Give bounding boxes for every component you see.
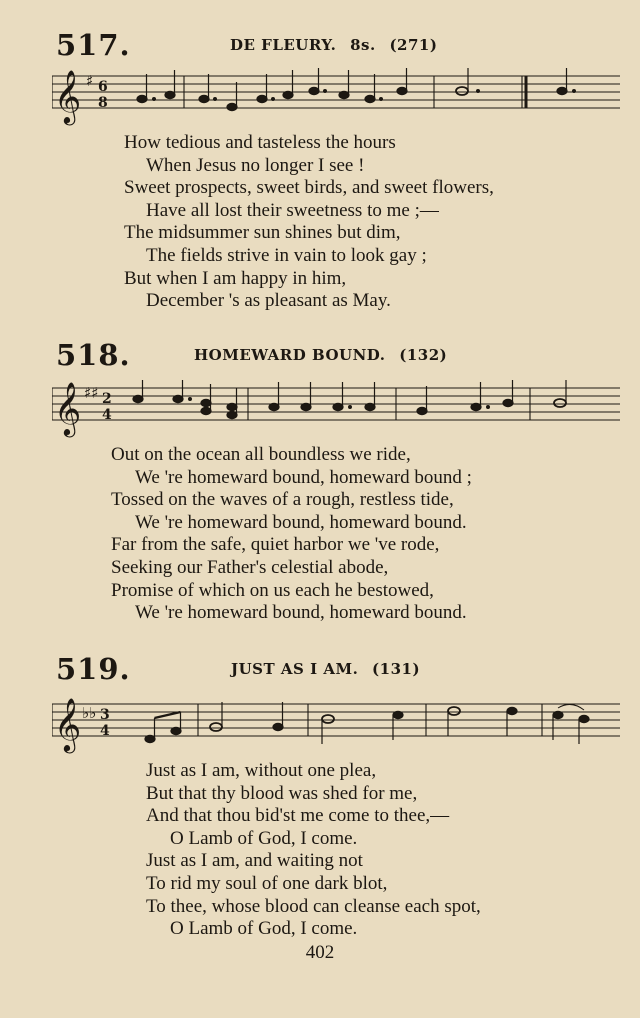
verse-line: We 're homeward bound, homeward bound ; bbox=[135, 466, 472, 488]
verse-line: How tedious and tasteless the hours bbox=[124, 132, 396, 153]
tune-ref: (131) bbox=[372, 660, 421, 678]
verse-line: Just as I am, and waiting not bbox=[146, 850, 363, 872]
verse-line: December 's as pleasant as May. bbox=[146, 290, 391, 312]
verse-line: Out on the ocean all boundless we ride, bbox=[111, 444, 411, 465]
time-signature-bottom: 8 bbox=[98, 95, 108, 111]
verse-line: We 're homeward bound, homeward bound. bbox=[135, 511, 467, 533]
hymn-header bbox=[0, 652, 640, 692]
verse-line: And that thou bid'st me come to thee,— bbox=[146, 805, 450, 827]
tune-name: JUST AS I AM. bbox=[231, 660, 359, 678]
hymn-519 bbox=[0, 652, 640, 940]
verse-line: We 're homeward bound, homeward bound. bbox=[135, 602, 467, 624]
time-signature-top: 3 bbox=[100, 707, 110, 723]
treble-clef: 𝄞 bbox=[54, 697, 82, 751]
verse-line: The midsummer sun shines but dim, bbox=[124, 222, 401, 244]
hymn-number: 519. bbox=[56, 652, 131, 686]
music-staff bbox=[52, 696, 620, 766]
hymn-number: 517. bbox=[56, 28, 131, 62]
notes bbox=[137, 68, 575, 111]
key-signature: ♯ bbox=[86, 72, 94, 90]
hymn-517 bbox=[0, 28, 640, 312]
tune-heading bbox=[230, 36, 437, 54]
time-signature-bottom: 4 bbox=[100, 723, 110, 739]
verse bbox=[146, 760, 481, 941]
verse bbox=[124, 132, 494, 313]
verse-line: Sweet prospects, sweet birds, and sweet flowers, bbox=[124, 177, 494, 199]
verse-line: When Jesus no longer I see ! bbox=[146, 154, 365, 176]
verse-line: To thee, whose blood can cleanse each spot, bbox=[146, 895, 481, 917]
tune-meter: 8s. bbox=[350, 36, 376, 54]
tune-name: HOMEWARD BOUND. bbox=[194, 346, 386, 364]
key-signature: ♭♭ bbox=[82, 704, 97, 722]
hymn-header bbox=[0, 338, 640, 378]
tune-ref: (271) bbox=[389, 36, 438, 54]
tune-ref: (132) bbox=[399, 346, 448, 364]
verse-line: But that thy blood was shed for me, bbox=[146, 782, 418, 804]
key-signature: ♯♯ bbox=[84, 384, 99, 402]
treble-clef: 𝄞 bbox=[54, 69, 82, 123]
time-signature-top: 2 bbox=[102, 391, 112, 407]
treble-clef: 𝄞 bbox=[54, 381, 82, 435]
verse-line: Just as I am, without one plea, bbox=[146, 760, 377, 781]
tune-name: DE FLEURY. bbox=[230, 36, 337, 54]
hymn-number: 518. bbox=[56, 338, 131, 372]
time-signature-bottom: 4 bbox=[102, 407, 112, 423]
verse-line: Far from the safe, quiet harbor we 've rode, bbox=[111, 534, 440, 556]
hymn-518 bbox=[0, 338, 640, 624]
tune-heading bbox=[194, 346, 447, 364]
verse-line: Have all lost their sweetness to me ;— bbox=[146, 199, 439, 221]
hymn-header bbox=[0, 28, 640, 68]
notes bbox=[145, 702, 589, 744]
verse-line: Tossed on the waves of a rough, restless tide, bbox=[111, 489, 454, 511]
tune-heading bbox=[231, 660, 420, 678]
time-signature-top: 6 bbox=[98, 79, 108, 95]
verse-line: The fields strive in vain to look gay ; bbox=[146, 244, 427, 266]
verse bbox=[111, 444, 472, 625]
verse-line: O Lamb of God, I come. bbox=[170, 827, 358, 849]
notes bbox=[133, 380, 566, 419]
verse-line: Promise of which on us each he bestowed, bbox=[111, 579, 434, 601]
verse-line: Seeking our Father's celestial abode, bbox=[111, 556, 389, 578]
music-staff bbox=[52, 380, 620, 450]
page-number: 402 bbox=[305, 942, 335, 963]
verse-line: O Lamb of God, I come. bbox=[170, 918, 358, 940]
verse-line: But when I am happy in him, bbox=[124, 267, 347, 289]
music-staff bbox=[52, 68, 620, 138]
verse-line: To rid my soul of one dark blot, bbox=[146, 872, 388, 894]
